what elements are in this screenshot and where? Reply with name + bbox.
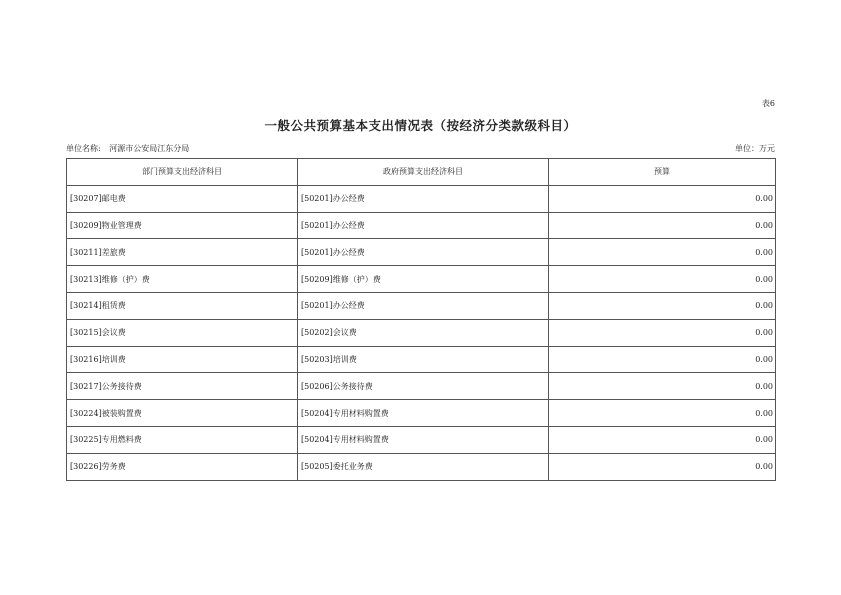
dept-subject-cell: [30217]公务接待费	[67, 373, 298, 400]
gov-subject-cell: [50209]维修（护）费	[298, 266, 549, 293]
table-row	[67, 185, 776, 212]
gov-subject-cell: [50204]专用材料购置费	[298, 400, 549, 427]
budget-amount-cell: 0.00	[549, 346, 776, 373]
dept-subject-cell: [30226]劳务费	[67, 453, 298, 480]
gov-subject-cell: [50203]培训费	[298, 346, 549, 373]
table-header	[67, 159, 776, 186]
budget-amount-cell: 0.00	[549, 453, 776, 480]
table-row	[67, 292, 776, 319]
dept-subject-cell: [30215]会议费	[67, 319, 298, 346]
unit-of-measure: 单位：万元	[735, 144, 775, 153]
table-row	[67, 373, 776, 400]
budget-amount-cell: 0.00	[549, 400, 776, 427]
dept-subject-cell: [30213]维修（护）费	[67, 266, 298, 293]
unit-name-label: 单位名称:	[66, 144, 101, 153]
table-row	[67, 346, 776, 373]
table-body	[67, 185, 776, 480]
budget-amount-cell: 0.00	[549, 266, 776, 293]
budget-table	[66, 158, 776, 481]
budget-amount-cell: 0.00	[549, 212, 776, 239]
gov-subject-cell: [50201]办公经费	[298, 185, 549, 212]
table-row	[67, 453, 776, 480]
budget-amount-cell: 0.00	[549, 239, 776, 266]
table-number: 表6	[761, 99, 775, 108]
meta-row	[66, 143, 775, 154]
gov-subject-cell: [50205]委托业务费	[298, 453, 549, 480]
gov-subject-cell: [50202]会议费	[298, 319, 549, 346]
table-row	[67, 426, 776, 453]
table-row	[67, 319, 776, 346]
gov-subject-cell: [50206]公务接待费	[298, 373, 549, 400]
gov-subject-cell: [50201]办公经费	[298, 239, 549, 266]
budget-amount-cell: 0.00	[549, 373, 776, 400]
header-gov-subject: 政府预算支出经济科目	[298, 159, 549, 186]
dept-subject-cell: [30224]被装购置费	[67, 400, 298, 427]
gov-subject-cell: [50201]办公经费	[298, 212, 549, 239]
header-budget: 预算	[549, 159, 776, 186]
header-row	[67, 159, 776, 186]
table-row	[67, 212, 776, 239]
dept-subject-cell: [30225]专用燃料费	[67, 426, 298, 453]
unit-name-group	[66, 143, 189, 154]
table-row	[67, 239, 776, 266]
budget-amount-cell: 0.00	[549, 319, 776, 346]
dept-subject-cell: [30214]租赁费	[67, 292, 298, 319]
dept-subject-cell: [30207]邮电费	[67, 185, 298, 212]
table-row	[67, 400, 776, 427]
gov-subject-cell: [50201]办公经费	[298, 292, 549, 319]
page-title: 一般公共预算基本支出情况表（按经济分类款级科目）	[264, 118, 577, 133]
dept-subject-cell: [30209]物业管理费	[67, 212, 298, 239]
budget-amount-cell: 0.00	[549, 185, 776, 212]
table-row	[67, 266, 776, 293]
budget-amount-cell: 0.00	[549, 426, 776, 453]
dept-subject-cell: [30216]培训费	[67, 346, 298, 373]
header-dept-subject: 部门预算支出经济科目	[67, 159, 298, 186]
budget-amount-cell: 0.00	[549, 292, 776, 319]
dept-subject-cell: [30211]差旅费	[67, 239, 298, 266]
unit-name-value: 河源市公安局江东分局	[109, 144, 190, 153]
gov-subject-cell: [50204]专用材料购置费	[298, 426, 549, 453]
